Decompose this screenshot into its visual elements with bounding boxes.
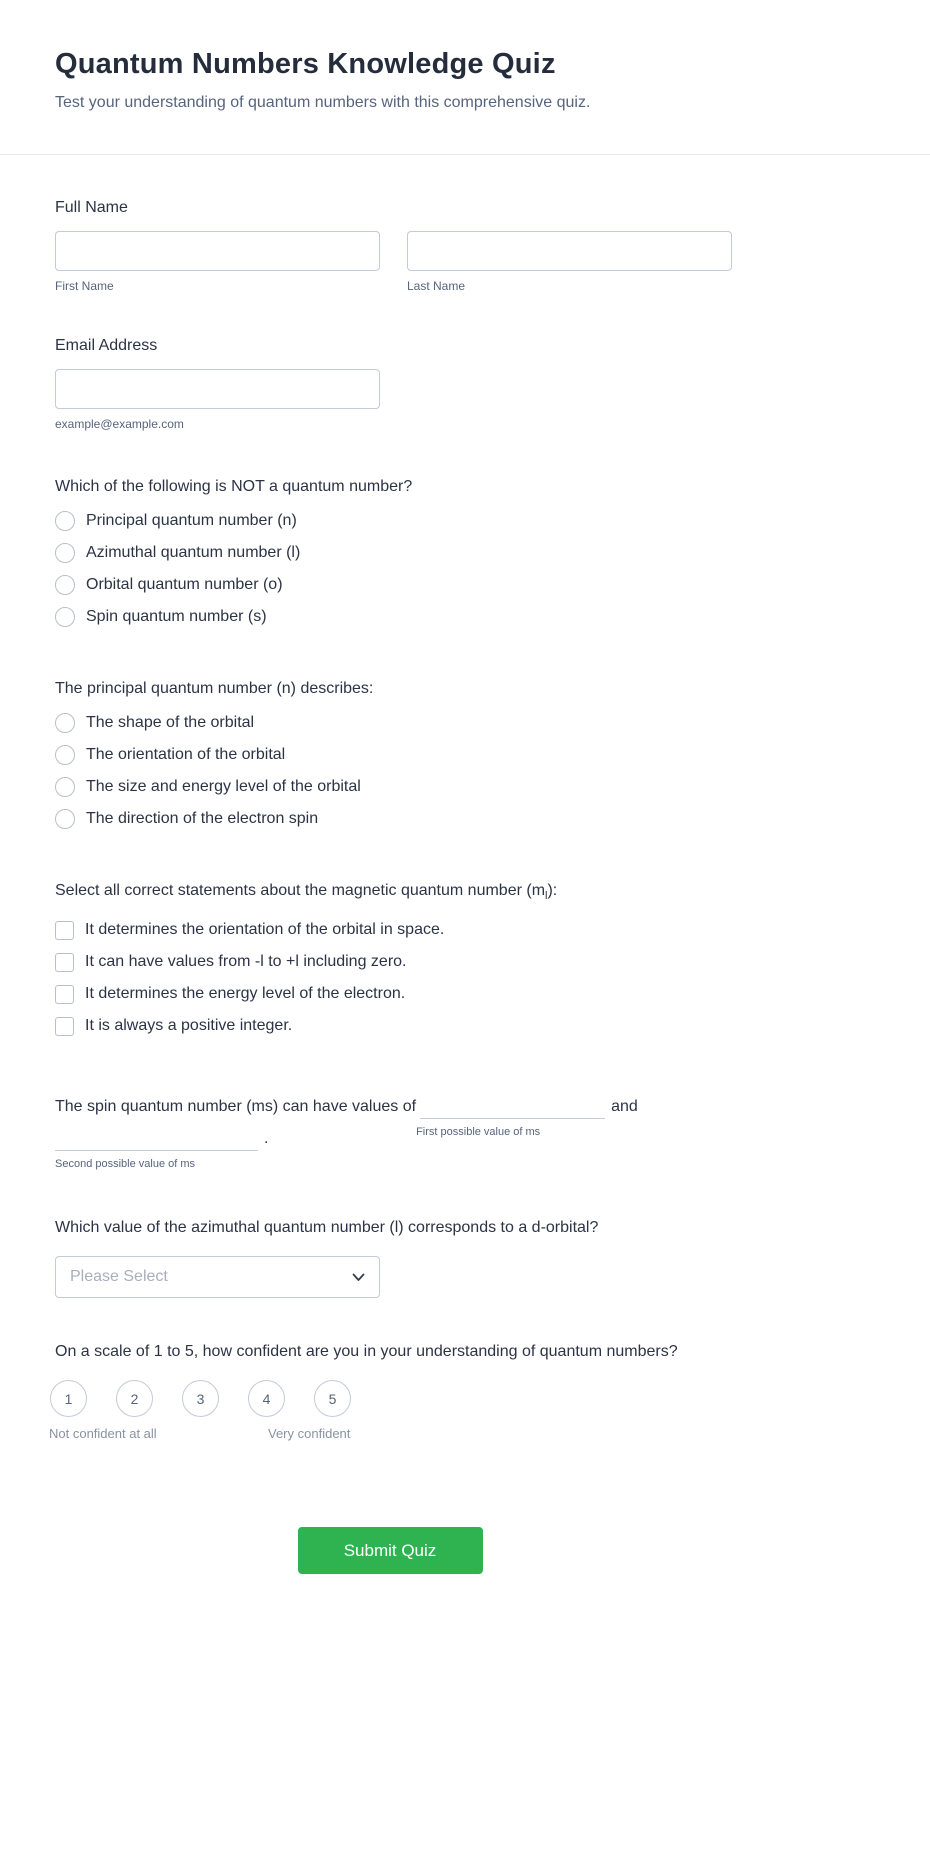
azimuthal-select[interactable] xyxy=(55,1256,380,1298)
radio-button[interactable] xyxy=(55,575,75,595)
checkbox-option-row[interactable] xyxy=(55,1010,725,1042)
last-name-input[interactable] xyxy=(407,231,732,271)
radio-option-row[interactable] xyxy=(55,569,725,601)
ms-value-1-input[interactable] xyxy=(420,1096,605,1119)
radio-option-row[interactable] xyxy=(55,739,725,771)
checkbox-option-label[interactable]: It can have values from -l to +l including zero. xyxy=(85,953,407,971)
form-body xyxy=(0,199,780,1574)
radio-option-label[interactable]: Azimuthal quantum number (l) xyxy=(86,544,301,561)
fill-blank-connector: and xyxy=(611,1098,638,1116)
scale-option-3[interactable]: 3 xyxy=(182,1380,219,1417)
first-name-input[interactable] xyxy=(55,231,380,271)
radio-option-row[interactable] xyxy=(55,803,725,835)
select-placeholder: Please Select xyxy=(70,1268,168,1286)
radio-option-label[interactable]: The shape of the orbital xyxy=(86,714,255,731)
ms-value-1-sublabel: First possible value of ms xyxy=(416,1126,541,1139)
scale-option-2[interactable]: 2 xyxy=(116,1380,153,1417)
radio-option-label[interactable]: Spin quantum number (s) xyxy=(86,608,267,625)
q5-label: Which value of the azimuthal quantum number (l) corresponds to a d-orbital? xyxy=(55,1219,599,1237)
page-title: Quantum Numbers Knowledge Quiz xyxy=(55,48,556,80)
checkbox-option-row[interactable] xyxy=(55,978,725,1010)
radio-option-label[interactable]: The orientation of the orbital xyxy=(86,746,286,763)
q6-label: On a scale of 1 to 5, how confident are you in your understanding of quantum numbers? xyxy=(55,1343,678,1361)
radio-option-row[interactable] xyxy=(55,505,725,537)
ms-value-2-sublabel: Second possible value of ms xyxy=(55,1158,196,1171)
checkbox[interactable] xyxy=(55,953,74,972)
email-label: Email Address xyxy=(55,337,158,354)
chevron-down-icon xyxy=(352,1273,365,1282)
radio-button[interactable] xyxy=(55,511,75,531)
submit-button[interactable]: Submit Quiz xyxy=(298,1527,483,1574)
first-name-sublabel: First Name xyxy=(55,279,114,293)
q2-label: The principal quantum number (n) describes: xyxy=(55,680,374,697)
fullname-label: Full Name xyxy=(55,199,128,216)
question-spin-values xyxy=(55,1094,725,1178)
radio-option-label[interactable]: Principal quantum number (n) xyxy=(86,512,297,529)
question-not-quantum-number xyxy=(55,475,725,633)
last-name-sublabel: Last Name xyxy=(407,279,466,293)
radio-button[interactable] xyxy=(55,607,75,627)
checkbox[interactable] xyxy=(55,921,74,940)
fill-blank-period: . xyxy=(264,1130,269,1148)
radio-button[interactable] xyxy=(55,713,75,733)
radio-option-label[interactable]: The direction of the electron spin xyxy=(86,810,319,827)
question-confidence-scale xyxy=(49,1340,725,1472)
email-sublabel: example@example.com xyxy=(55,417,184,431)
question-azimuthal-dorbital xyxy=(55,1216,725,1298)
form-header xyxy=(0,0,930,155)
checkbox-option-label[interactable]: It is always a positive integer. xyxy=(85,1017,293,1035)
checkbox-option-row[interactable] xyxy=(55,914,725,946)
radio-option-row[interactable] xyxy=(55,537,725,569)
radio-option-row[interactable] xyxy=(55,771,725,803)
radio-option-label[interactable]: The size and energy level of the orbital xyxy=(86,778,361,795)
fill-blank-text: The spin quantum number (ms) can have values of xyxy=(55,1098,417,1116)
submit-row xyxy=(55,1527,725,1574)
page-subtitle: Test your understanding of quantum numbers with this comprehensive quiz. xyxy=(55,94,591,111)
checkbox-option-label[interactable]: It determines the energy level of the electron. xyxy=(85,985,406,1003)
question-magnetic-statements xyxy=(55,879,725,1042)
radio-option-row[interactable] xyxy=(55,601,725,633)
radio-button[interactable] xyxy=(55,777,75,797)
scale-rating xyxy=(50,1380,725,1417)
radio-option-row[interactable] xyxy=(55,707,725,739)
checkbox[interactable] xyxy=(55,1017,74,1036)
scale-option-5[interactable]: 5 xyxy=(314,1380,351,1417)
scale-right-label: Very confident xyxy=(268,1426,351,1442)
ms-value-2-input[interactable] xyxy=(55,1128,258,1151)
email-input[interactable] xyxy=(55,369,380,409)
checkbox[interactable] xyxy=(55,985,74,1004)
fullname-field xyxy=(55,199,725,293)
radio-button[interactable] xyxy=(55,809,75,829)
scale-left-label: Not confident at all xyxy=(49,1426,157,1442)
q1-label: Which of the following is NOT a quantum number? xyxy=(55,478,413,495)
q3-label: Select all correct statements about the magnetic quantum number $(m_l)$: xyxy=(55,882,558,903)
radio-button[interactable] xyxy=(55,543,75,563)
scale-option-1[interactable]: 1 xyxy=(50,1380,87,1417)
checkbox-option-label[interactable]: It determines the orientation of the orbital in space. xyxy=(85,921,445,939)
checkbox-option-row[interactable] xyxy=(55,946,725,978)
radio-option-label[interactable]: Orbital quantum number (o) xyxy=(86,576,283,593)
question-principal-describes xyxy=(55,677,725,835)
scale-option-4[interactable]: 4 xyxy=(248,1380,285,1417)
email-field-block xyxy=(55,337,725,431)
radio-button[interactable] xyxy=(55,745,75,765)
